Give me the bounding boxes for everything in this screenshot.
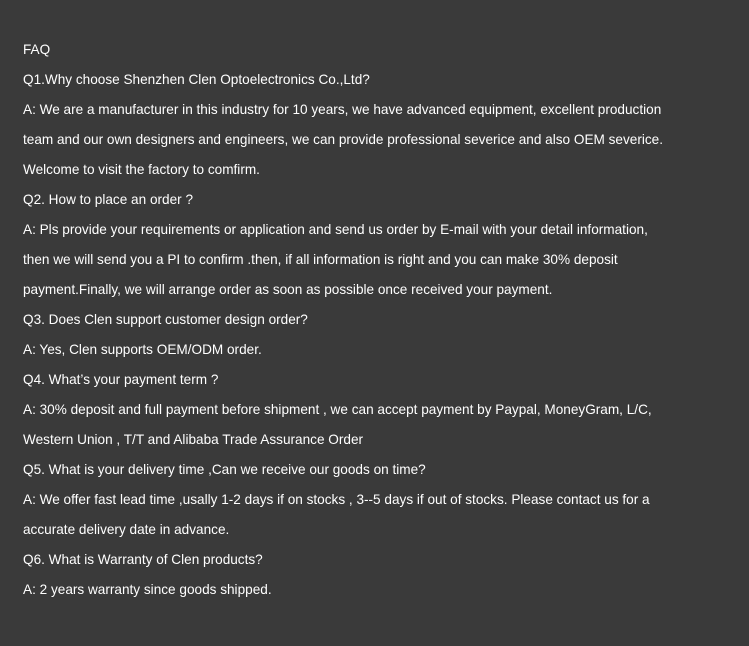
faq-q2-answer-line: A: Pls provide your requirements or application and send us order by E-mail with your detail information,: [23, 222, 648, 237]
faq-q6-answer-line: A: 2 years warranty since goods shipped.: [23, 582, 272, 597]
faq-q5-question: Q5. What is your delivery time ,Can we receive our goods on time?: [23, 462, 426, 477]
faq-q5-answer-line: A: We offer fast lead time ,usally 1-2 days if on stocks , 3--5 days if out of stocks. Please contact us for a: [23, 492, 650, 507]
faq-q2-answer-line: payment.Finally, we will arrange order as soon as possible once received your payment.: [23, 282, 553, 297]
faq-q5-answer-line: accurate delivery date in advance.: [23, 522, 230, 537]
faq-q4-question: Q4. What’s your payment term ?: [23, 372, 219, 387]
faq-q3-answer-line: A: Yes, Clen supports OEM/ODM order.: [23, 342, 262, 357]
faq-q1-answer-line: team and our own designers and engineers, we can provide professional severice and also OEM severice.: [23, 132, 664, 147]
faq-q1-question: Q1.Why choose Shenzhen Clen Optoelectronics Co.,Ltd?: [23, 72, 370, 87]
faq-q2-question: Q2. How to place an order ?: [23, 192, 194, 207]
faq-q6-question: Q6. What is Warranty of Clen products?: [23, 552, 263, 567]
faq-q4-answer-line: A: 30% deposit and full payment before shipment , we can accept payment by Paypal, MoneyGram, L/C,: [23, 402, 652, 417]
faq-q3-question: Q3. Does Clen support customer design order?: [23, 312, 308, 327]
faq-q1-answer-line: A: We are a manufacturer in this industry for 10 years, we have advanced equipment, excellent production: [23, 102, 662, 117]
faq-q2-answer-line: then we will send you a PI to confirm .then, if all information is right and you can make 30% deposit: [23, 252, 618, 267]
faq-q1-answer-line: Welcome to visit the factory to comfirm.: [23, 162, 260, 177]
faq-title: FAQ: [23, 42, 51, 57]
faq-q4-answer-line: Western Union , T/T and Alibaba Trade Assurance Order: [23, 432, 364, 447]
